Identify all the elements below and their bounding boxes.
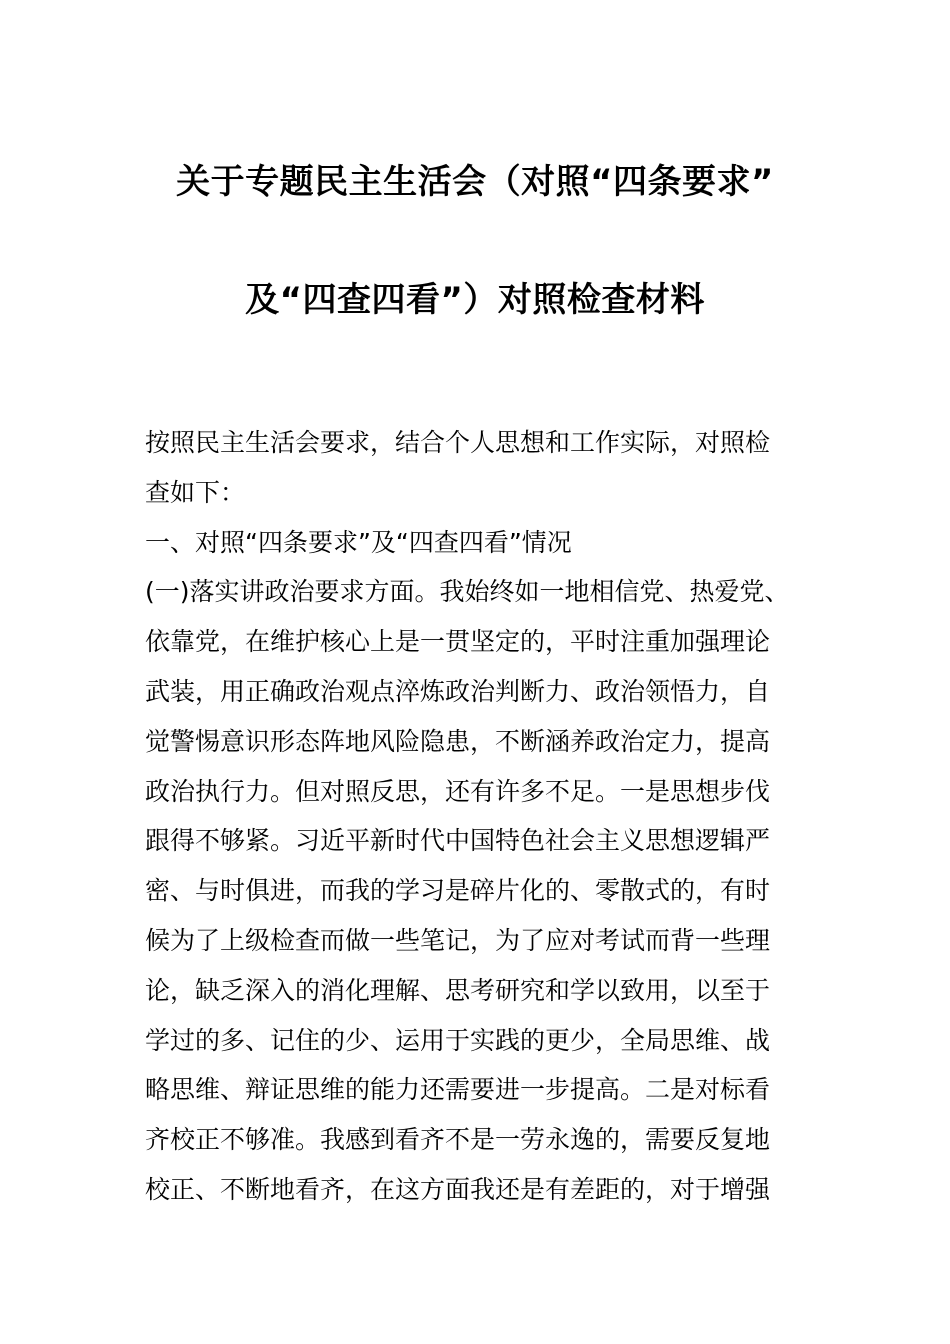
body-line: 觉警惕意识形态阵地风险隐患，不断涵养政治定力，提高 [145,726,771,756]
body-line: 跟得不够紧。习近平新时代中国特色社会主义思想逻辑严 [145,826,771,856]
body-line: 依靠党，在维护核心上是一贯坚定的，平时注重加强理论 [145,627,771,657]
body-line: 学过的多、记住的少、运用于实践的更少，全局思维、战 [145,1025,771,1055]
body-line: 略思维、辩证思维的能力还需要进一步提高。二是对标看 [145,1075,771,1105]
body-line: 查如下： [145,477,246,507]
body-line: 政治执行力。但对照反思，还有许多不足。一是思想步伐 [145,776,771,806]
body-line: 齐校正不够准。我感到看齐不是一劳永逸的，需要反复地 [145,1125,771,1155]
body-line: 按照民主生活会要求，结合个人思想和工作实际，对照检 [145,428,771,457]
document-title-line-1: 关于专题民主生活会（对照“四条要求” [176,162,774,202]
body-line: 武装，用正确政治观点淬炼政治判断力、政治领悟力，自 [145,676,771,706]
body-line: 密、与时俱进，而我的学习是碎片化的、零散式的，有时 [145,876,771,906]
body-line: 论，缺乏深入的消化理解、思考研究和学以致用，以至于 [145,975,771,1005]
body-line: (一)落实讲政治要求方面。我始终如一地相信党、热爱党、 [145,577,790,607]
document-body [145,418,805,1215]
section-heading: 一、对照“四条要求”及“四查四看”情况 [145,527,572,557]
body-line: 校正、不断地看齐，在这方面我还是有差距的，对于增强 [145,1174,771,1204]
document-title-line-2: 及“四查四看”）对照检查材料 [245,280,705,320]
body-line: 候为了上级检查而做一些笔记，为了应对考试而背一些理 [145,925,771,955]
